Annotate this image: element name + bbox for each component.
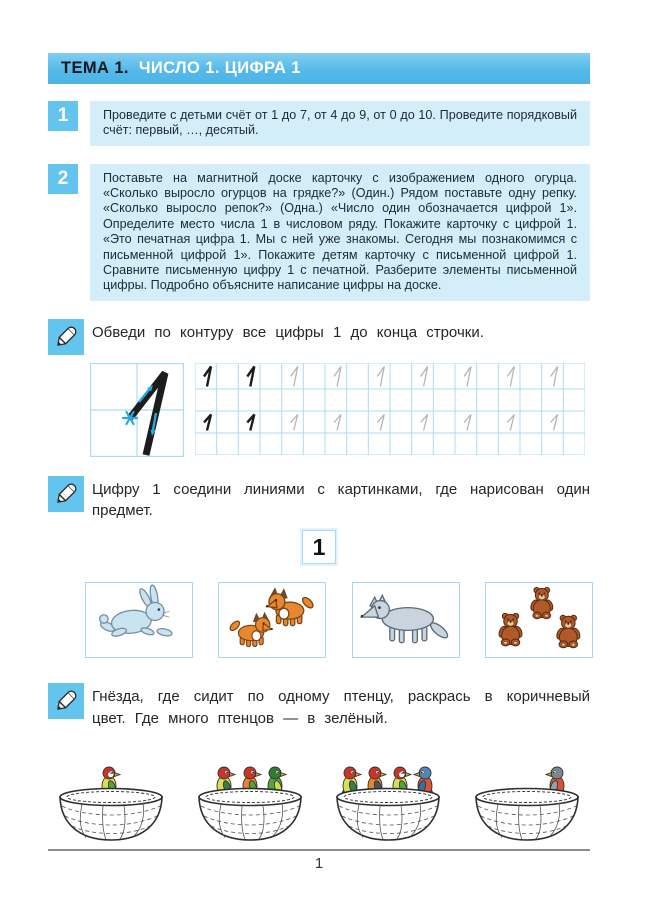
exercise-instruction: Обведи по контуру все цифры 1 до конца строчки.	[92, 323, 484, 341]
nests-row	[48, 750, 590, 845]
task-text: Поставьте на магнитной доске карточку с изображением одного огурца. «Сколько выросло огурцов на грядке?» (Один.) Рядом поставьте одну репку. «Сколько выросло репок?» (Одна.) «Число один обозначается цифрой 1». Определите место числа 1 в числовом ряду. Покажите карточку с цифрой 1. «Это печатная цифра 1. Мы с ней уже знакомы. Сегодня мы познакомимся с письменной цифрой 1». Покажите детям карточку с письменной цифрой 1. Сравните письменную цифру 1 с печатной. Разберите элементы письменной цифры. Подробно объясните написание цифры на доске.	[90, 164, 590, 301]
teacher-task-2	[48, 164, 590, 301]
nest-3[interactable]	[325, 750, 451, 845]
footer-divider	[48, 849, 590, 851]
picture-box-hare[interactable]	[85, 582, 193, 658]
picture-box-bear[interactable]	[485, 582, 593, 658]
page-number: 1	[314, 854, 324, 872]
pictures-row	[85, 582, 593, 658]
topic-title: ЧИСЛО 1. ЦИФРА 1	[138, 59, 301, 77]
nest-1[interactable]	[48, 750, 174, 845]
exercise-nests	[48, 683, 590, 845]
exercise-instruction: Цифру 1 соедини линиями с картинками, где нарисован один предмет.	[92, 480, 590, 520]
pencil-icon	[48, 683, 84, 719]
task-text: Проведите с детьми счёт от 1 до 7, от 4 до 9, от 0 до 10. Проведите порядковый счёт: первый, …, десятый.	[90, 101, 590, 146]
exercise-instruction: Гнёзда, где сидит по одному птенцу, раскрась в коричневый цвет. Где много птенцов — в зелёный.	[92, 688, 590, 727]
trace-grid[interactable]	[195, 363, 585, 457]
exercise-trace	[48, 319, 590, 457]
task-number-badge: 2	[48, 164, 78, 194]
teacher-task-1	[48, 101, 590, 146]
picture-box-wolf[interactable]	[352, 582, 460, 658]
digit-sample-cell	[90, 363, 184, 457]
digit-one-box[interactable]: 1	[302, 530, 336, 564]
pencil-icon	[48, 319, 84, 355]
nest-2[interactable]	[187, 750, 313, 845]
exercise-connect	[48, 476, 590, 659]
task-number-badge: 1	[48, 101, 78, 131]
topic-label: ТЕМА 1.	[61, 59, 129, 77]
nest-4[interactable]	[464, 750, 590, 845]
pencil-icon	[48, 476, 84, 512]
page-footer	[48, 849, 590, 872]
topic-header	[48, 53, 590, 84]
picture-box-fox[interactable]	[218, 582, 326, 658]
